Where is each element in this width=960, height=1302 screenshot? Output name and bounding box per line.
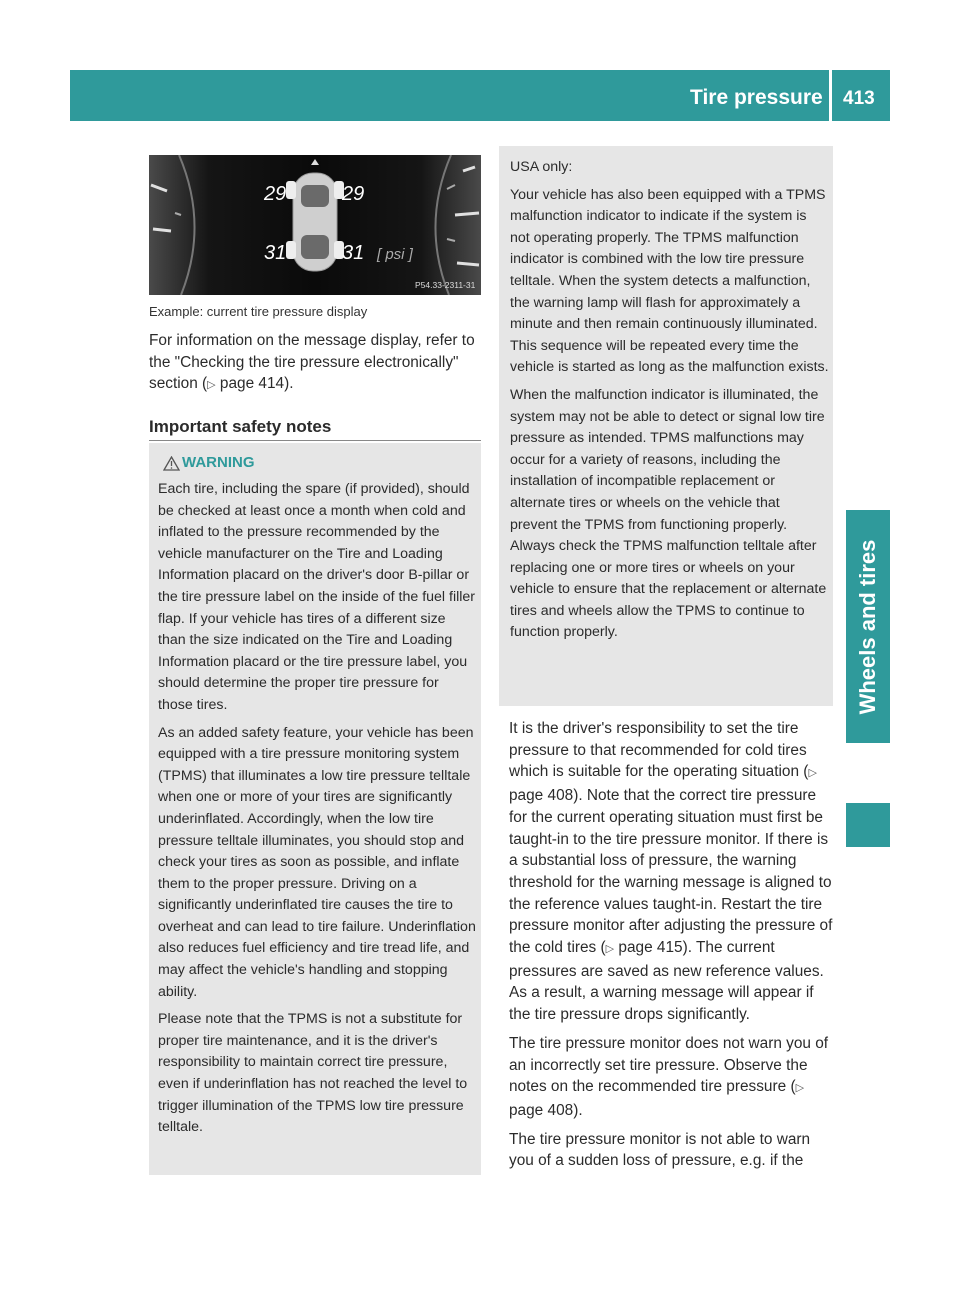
usa-only-box: [499, 146, 833, 706]
header-separator: [829, 70, 832, 121]
body-paragraph: The tire pressure monitor is not able to warn you of a sudden loss of pressure, e.g. if the: [509, 1130, 811, 1170]
tire-value-rear-right: 31: [342, 242, 365, 264]
section-heading: Important safety notes: [149, 417, 332, 436]
tire-value-rear-left: 31: [264, 242, 287, 264]
image-code: P54.33-2311-31: [415, 280, 476, 290]
warning-paragraph: Please note that the TPMS is not a substitute for proper tire maintenance, and it is the driver's responsibility to maintain correct tire pressure, even if underinflation has not reached the level to trigger illumination of the TPMS low tire pressure telltale.: [158, 1011, 468, 1136]
page-ref-arrow-icon: ▷: [795, 1082, 805, 1095]
page-title: Tire pressure: [690, 86, 823, 109]
right-column-text: [509, 718, 835, 1179]
chapter-marker: [846, 803, 890, 847]
warning-triangle-icon: [163, 456, 180, 471]
warning-title: WARNING: [182, 454, 255, 471]
intro-paragraph: For information on the message display, refer to the "Checking the tire pressure electronically" section (▷ page 414).: [149, 332, 475, 393]
page-number: 413: [843, 88, 875, 109]
chapter-tab-label-wrap: [846, 510, 890, 743]
warning-paragraph: As an added safety feature, your vehicle has been equipped with a tire pressure monitoring system (TPMS) that illuminates a low tire pressure telltale when one or more of your tires are significantly underinflated. Accordingly, when the low tire pressure telltale illuminates, you should stop and check your tires as soon as possible, and inflate them to the proper pressure. Driving on a significantly underinflated tire causes the tire to overheat and can lead to tire failure. Underinflation also reduces fuel efficiency and tire tread life, and may affect the vehicle's handling and stopping ability.: [158, 724, 476, 1000]
usa-paragraph: Your vehicle has also been equipped with a TPMS malfunction indicator to indicate if the system is not operating properly. The TPMS malfunction indicator is combined with the low tire pressure telltale. When the system detects a malfunction, the warning lamp will flash for approximately a minute and then remain continuously illuminated. This sequence will be repeated every time the vehicle is started as long as the malfunction exists.: [510, 186, 829, 376]
page-ref-arrow-icon: ▷: [605, 943, 615, 956]
warning-box: [149, 443, 481, 1175]
section-divider: [149, 440, 481, 441]
tire-value-front-right: 29: [342, 183, 365, 205]
tire-pressure-display-image: [149, 155, 481, 295]
pressure-unit: [ psi ]: [377, 246, 413, 263]
warning-paragraph: Each tire, including the spare (if provided), should be checked at least once a month when cold and inflated to the pressure recommended by the vehicle manufacturer on the Tire and Loading Information placard on the driver's door B-pillar or the tire pressure label on the inside of the fuel filler flap. If your vehicle has tires of a different size than the size indicated on the Tire and Loading Information placard or the tire pressure label, you should determine the proper tire pressure for those tires.: [158, 481, 476, 713]
intro-paragraph-wrap: [149, 330, 483, 404]
chapter-tab-label: Wheels and tires: [855, 539, 880, 714]
tire-value-front-left: 29: [264, 183, 287, 205]
page-ref-arrow-icon: ▷: [808, 767, 817, 780]
warning-header: [158, 454, 476, 472]
body-paragraph: It is the driver's responsibility to set the tire pressure to that recommended for cold tires which is suitable for the operating situation (▷ page 408). Note that the correct tire pressure for the current operating situation must first be taught-in to the tire pressure monitor. If there is a substantial loss of pressure, the warning threshold for the warning message is aligned to the reference values taught-in. Restart the tire pressure monitor after adjusting the pressure of the cold tires (▷ page 415). The current pressures are saved as new reference values. As a result, a warning message will appear if the tire pressure drops significantly.: [509, 720, 833, 1024]
usa-paragraph: When the malfunction indicator is illuminated, the system may not be able to detect or signal low tire pressure as intended. TPMS malfunctions may occur for a variety of reasons, including the installation of incompatible replacement or alternate tires or wheels on the vehicle that prevent the TPMS from functioning properly. Always check the TPMS malfunction telltale after replacing one or more tires or wheels on your vehicle to ensure that the replacement or alternate tires and wheels allow the TPMS to continue to function properly.: [510, 386, 827, 641]
body-paragraph: The tire pressure monitor does not warn you of an incorrectly set tire pressure. Observe the notes on the recommended tire pressure (▷ page 408).: [509, 1034, 829, 1119]
image-caption: Example: current tire pressure display: [149, 304, 368, 319]
usa-only-label: USA only:: [510, 159, 573, 175]
page-ref-arrow-icon: ▷: [207, 379, 216, 392]
